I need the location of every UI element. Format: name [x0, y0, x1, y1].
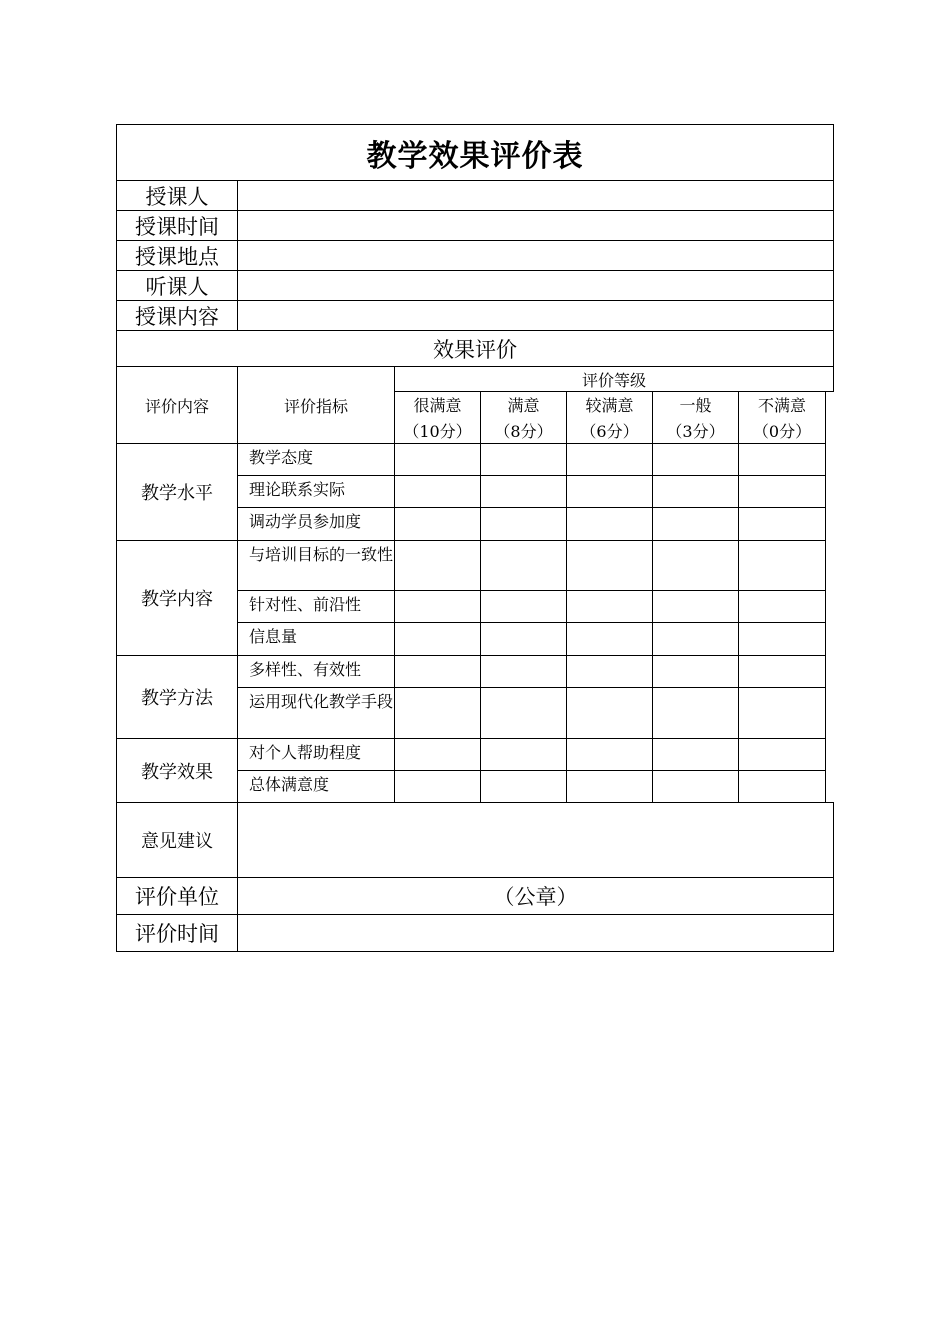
info-value-listener[interactable] [238, 271, 833, 300]
info-value-content[interactable] [238, 301, 833, 330]
grade-score-fairly-satisfied: （6分） [580, 421, 639, 441]
suggestions-label: 意见建议 [141, 831, 213, 852]
category-teaching-level: 教学水平 [141, 483, 213, 504]
grade-grid-right-edge [825, 391, 826, 803]
category-teaching-content: 教学内容 [141, 589, 213, 610]
category-teaching-effect: 教学效果 [141, 761, 213, 783]
indicator-modern-means: 运用现代化教学手段 [249, 692, 394, 711]
eval-time-field[interactable] [238, 915, 833, 951]
indicator-diversity: 多样性、有效性 [249, 660, 362, 679]
info-label-location: 授课地点 [135, 244, 219, 269]
info-value-location[interactable] [238, 241, 833, 270]
grade-score-unsatisfied: （0分） [752, 421, 812, 441]
unit-label: 评价单位 [135, 885, 219, 909]
page-title: 教学效果评价表 [366, 138, 584, 174]
header-grade-group: 评价等级 [581, 370, 646, 390]
indicator-personal-help: 对个人帮助程度 [249, 743, 362, 762]
table-border-bottom [116, 951, 834, 952]
info-value-lecturer[interactable] [238, 181, 833, 210]
indicator-theory-practice: 理论联系实际 [249, 480, 346, 499]
indicator-attitude: 教学态度 [249, 448, 314, 467]
info-label-time: 授课时间 [135, 214, 219, 239]
grade-name-average: 一般 [679, 396, 712, 415]
grade-name-unsatisfied: 不满意 [757, 396, 806, 415]
col-divider-grade-4 [738, 391, 739, 803]
info-label-lecturer: 授课人 [145, 184, 209, 209]
grade-score-satisfied: （8分） [494, 421, 553, 441]
unit-seal: （公章） [493, 885, 578, 909]
eval-time-label: 评价时间 [135, 922, 219, 946]
header-indicator-col: 评价指标 [283, 396, 348, 416]
indicator-goal-consistency: 与培训目标的一致性 [249, 545, 394, 564]
info-label-listener: 听课人 [145, 274, 209, 299]
grade-score-very-satisfied: （10分） [403, 421, 472, 441]
grade-name-fairly-satisfied: 较满意 [585, 396, 634, 415]
section-heading: 效果评价 [433, 337, 517, 362]
indicator-overall-satisfaction: 总体满意度 [249, 775, 330, 794]
grade-score-average: （3分） [666, 421, 725, 441]
suggestions-field[interactable] [238, 803, 833, 877]
col-divider-grade-2 [566, 391, 567, 803]
grade-name-satisfied: 满意 [507, 396, 540, 415]
indicator-relevance: 针对性、前沿性 [249, 595, 362, 614]
category-teaching-method: 教学方法 [141, 688, 213, 709]
info-label-content: 授课内容 [135, 304, 219, 329]
indicator-participation: 调动学员参加度 [249, 512, 362, 531]
header-content-col: 评价内容 [144, 396, 209, 416]
indicator-information: 信息量 [249, 627, 298, 646]
info-value-time[interactable] [238, 211, 833, 240]
col-divider-grade-1 [480, 391, 481, 803]
col-divider-grade-3 [652, 391, 653, 803]
grade-name-very-satisfied: 很满意 [413, 396, 462, 415]
table-border-right-upper [833, 124, 834, 391]
